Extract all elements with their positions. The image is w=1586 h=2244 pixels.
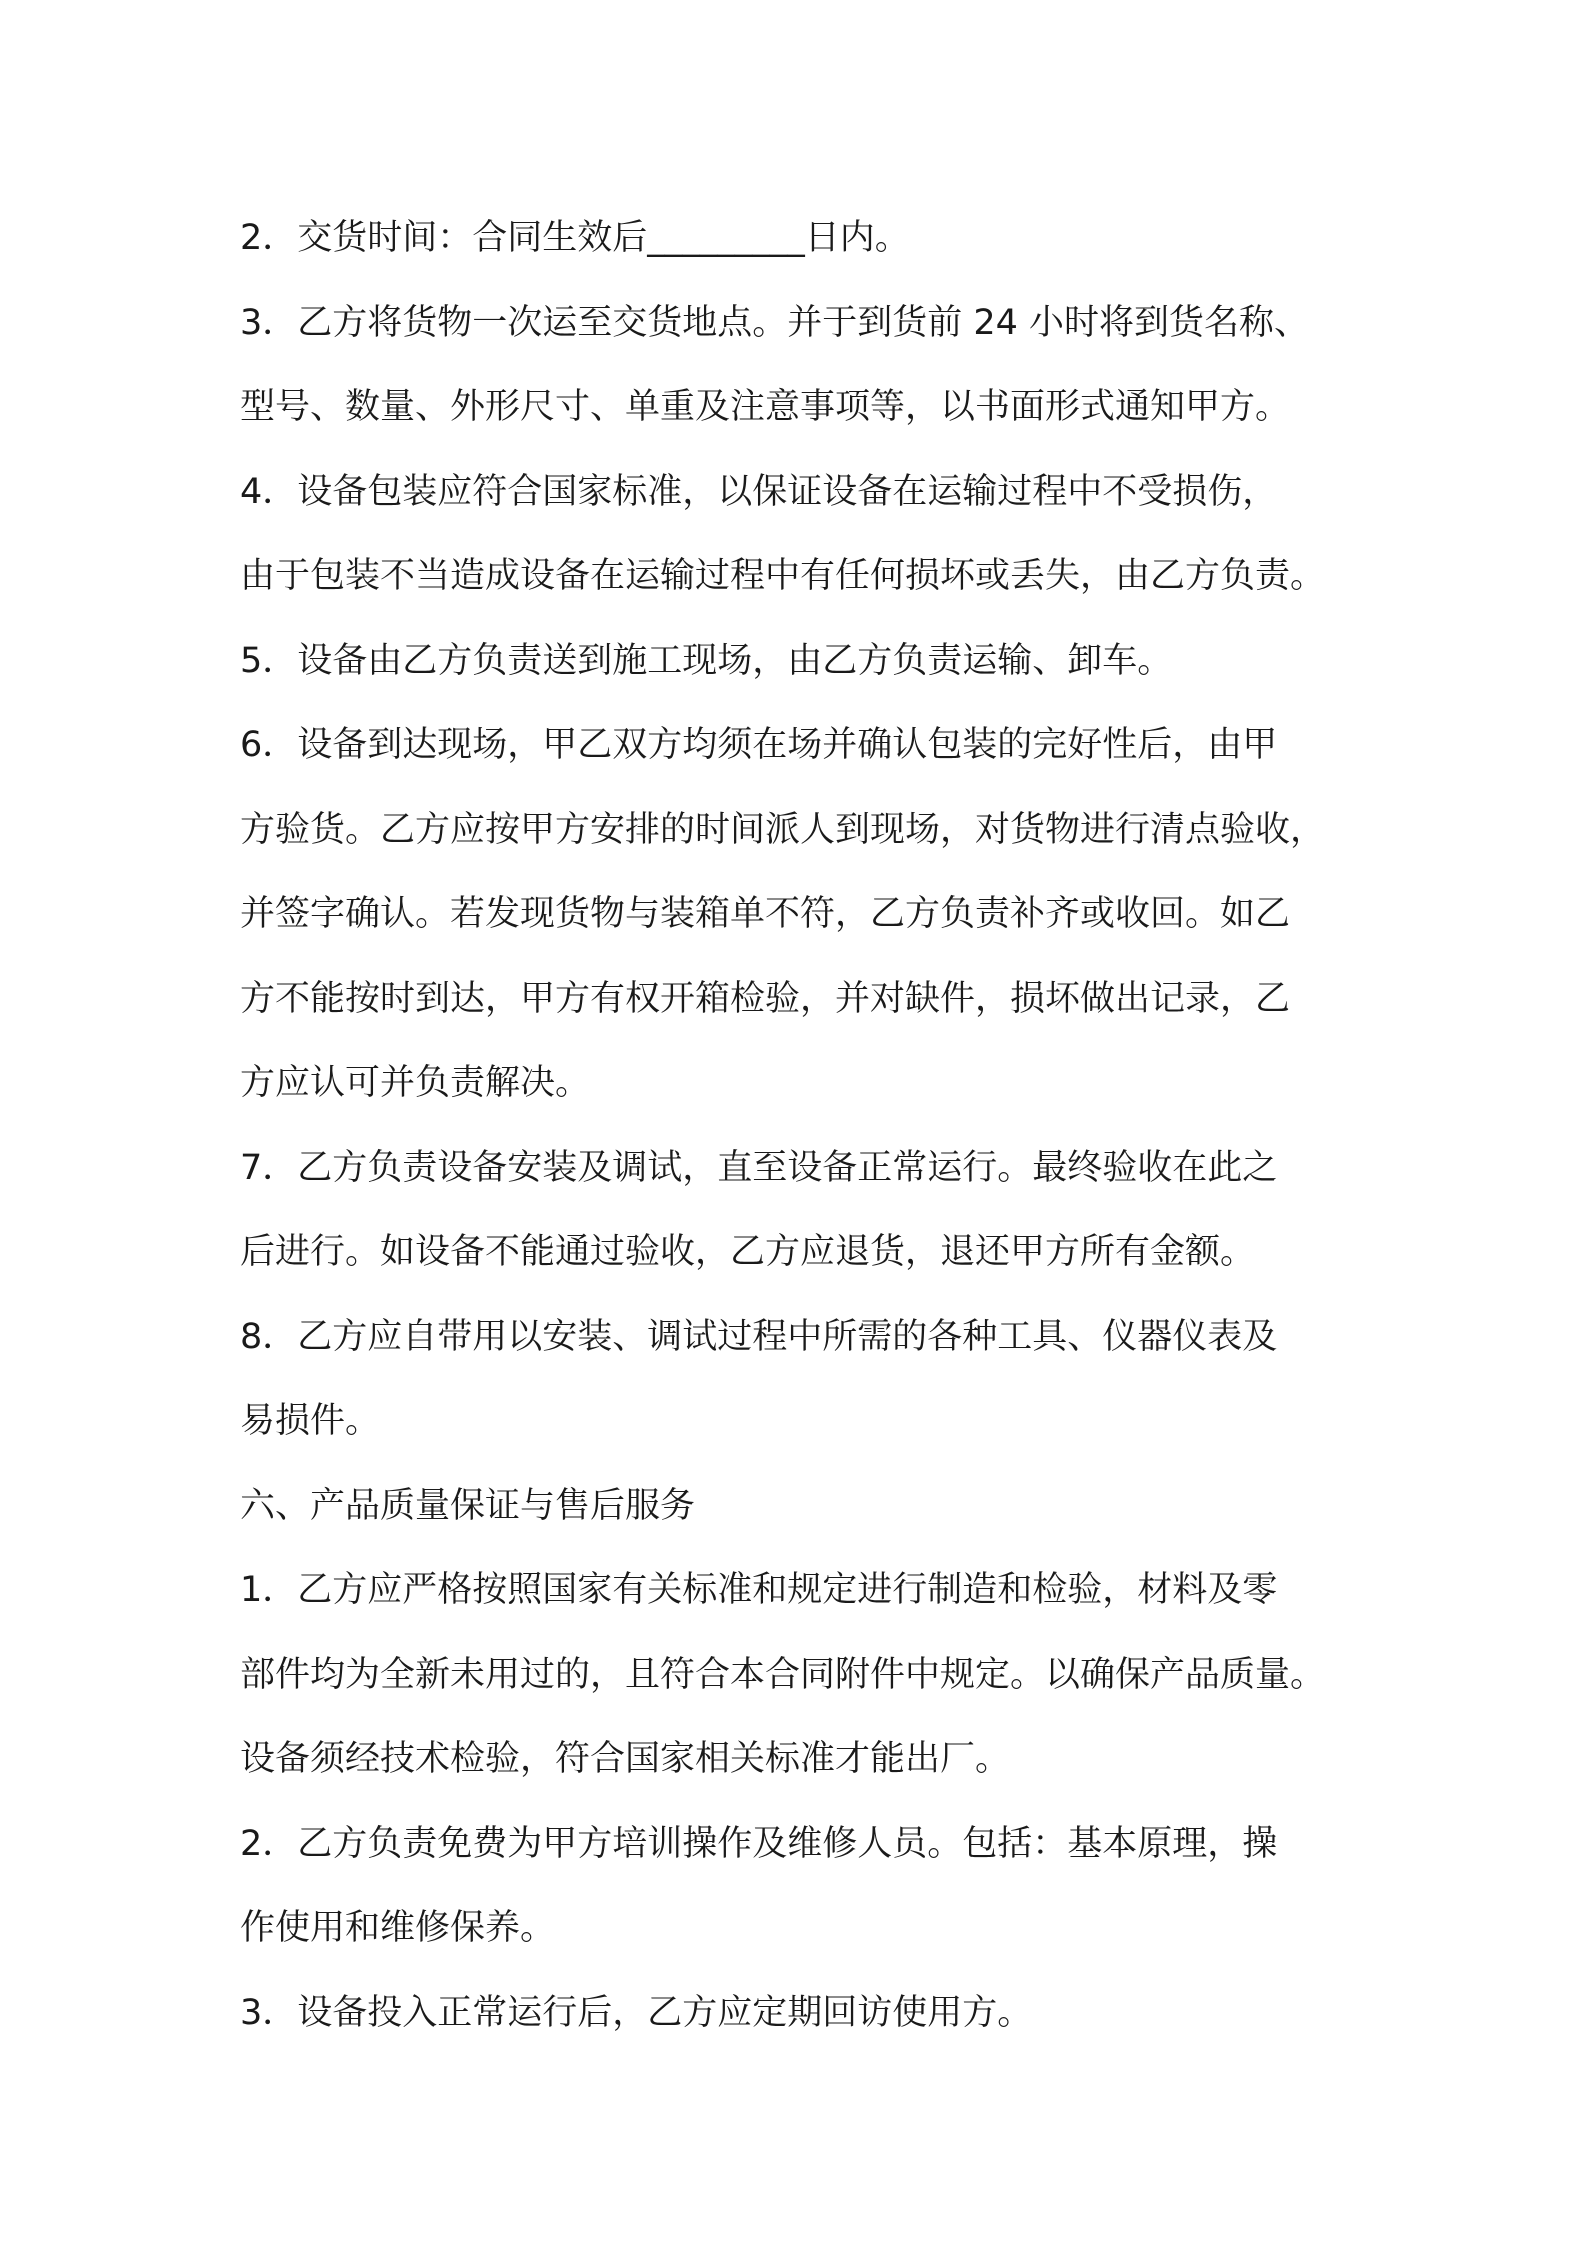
text-line: 1．乙方应严格按照国家有关标准和规定进行制造和检验，材料及零 bbox=[240, 1570, 1278, 1610]
text-line: 设备须经技术检验，符合国家相关标准才能出厂。 bbox=[240, 1739, 1011, 1779]
paragraph-training bbox=[240, 1802, 1380, 1971]
text-line: 方验货。乙方应按甲方安排的时间派人到现场，对货物进行清点验收， bbox=[240, 809, 1326, 850]
text-line: 部件均为全新未用过的，且符合本合同附件中规定。以确保产品质量。 bbox=[240, 1654, 1326, 1695]
paragraph-installation bbox=[240, 1126, 1380, 1295]
text-line: 6．设备到达现场，甲乙双方均须在场并确认包装的完好性后，由甲 bbox=[240, 725, 1278, 765]
text-line: 方不能按时到达，甲方有权开箱检验，并对缺件，损坏做出记录，乙 bbox=[240, 978, 1291, 1019]
text-line: 7．乙方负责设备安装及调试，直至设备正常运行。最终验收在此之 bbox=[240, 1147, 1278, 1188]
text-line: 4．设备包装应符合国家标准，以保证设备在运输过程中不受损伤， bbox=[240, 471, 1278, 512]
heading-line: 六、产品质量保证与售后服务 bbox=[240, 1485, 696, 1526]
text-line: 3．设备投入正常运行后，乙方应定期回访使用方。 bbox=[240, 1992, 1033, 2033]
paragraph-packaging bbox=[240, 450, 1380, 619]
paragraph-follow-up bbox=[240, 1971, 1380, 2056]
text-line: 型号、数量、外形尺寸、单重及注意事项等，以书面形式通知甲方。 bbox=[240, 387, 1291, 427]
paragraph-shipping-notice bbox=[240, 281, 1380, 450]
paragraph-inspection bbox=[240, 703, 1380, 1126]
text-line: 由于包装不当造成设备在运输过程中有任何损坏或丢失，由乙方负责。 bbox=[240, 556, 1326, 596]
paragraph-tools bbox=[240, 1295, 1380, 1464]
text-line: 方应认可并负责解决。 bbox=[240, 1063, 591, 1103]
text-line: 5．设备由乙方负责送到施工现场，由乙方负责运输、卸车。 bbox=[240, 640, 1173, 681]
paragraph-delivery-time bbox=[240, 196, 1380, 281]
text-line: 并签字确认。若发现货物与装箱单不符，乙方负责补齐或收回。如乙 bbox=[240, 894, 1291, 934]
text-line: 8．乙方应自带用以安装、调试过程中所需的各种工具、仪器仪表及 bbox=[240, 1316, 1278, 1357]
text-line: 后进行。如设备不能通过验收，乙方应退货，退还甲方所有金额。 bbox=[240, 1232, 1256, 1272]
paragraph-transport bbox=[240, 619, 1380, 704]
text-line: 2．交货时间：合同生效后_________日内。 bbox=[240, 218, 910, 258]
text-line: 易损件。 bbox=[240, 1401, 381, 1441]
document-body bbox=[240, 196, 1380, 2055]
section-heading-quality bbox=[240, 1464, 1380, 1549]
text-line: 3．乙方将货物一次运至交货地点。并于到货前 24 小时将到货名称、 bbox=[240, 302, 1310, 343]
text-line: 2．乙方负责免费为甲方培训操作及维修人员。包括：基本原理，操 bbox=[240, 1823, 1278, 1864]
text-line: 作使用和维修保养。 bbox=[240, 1908, 556, 1948]
paragraph-quality-standards bbox=[240, 1548, 1380, 1802]
